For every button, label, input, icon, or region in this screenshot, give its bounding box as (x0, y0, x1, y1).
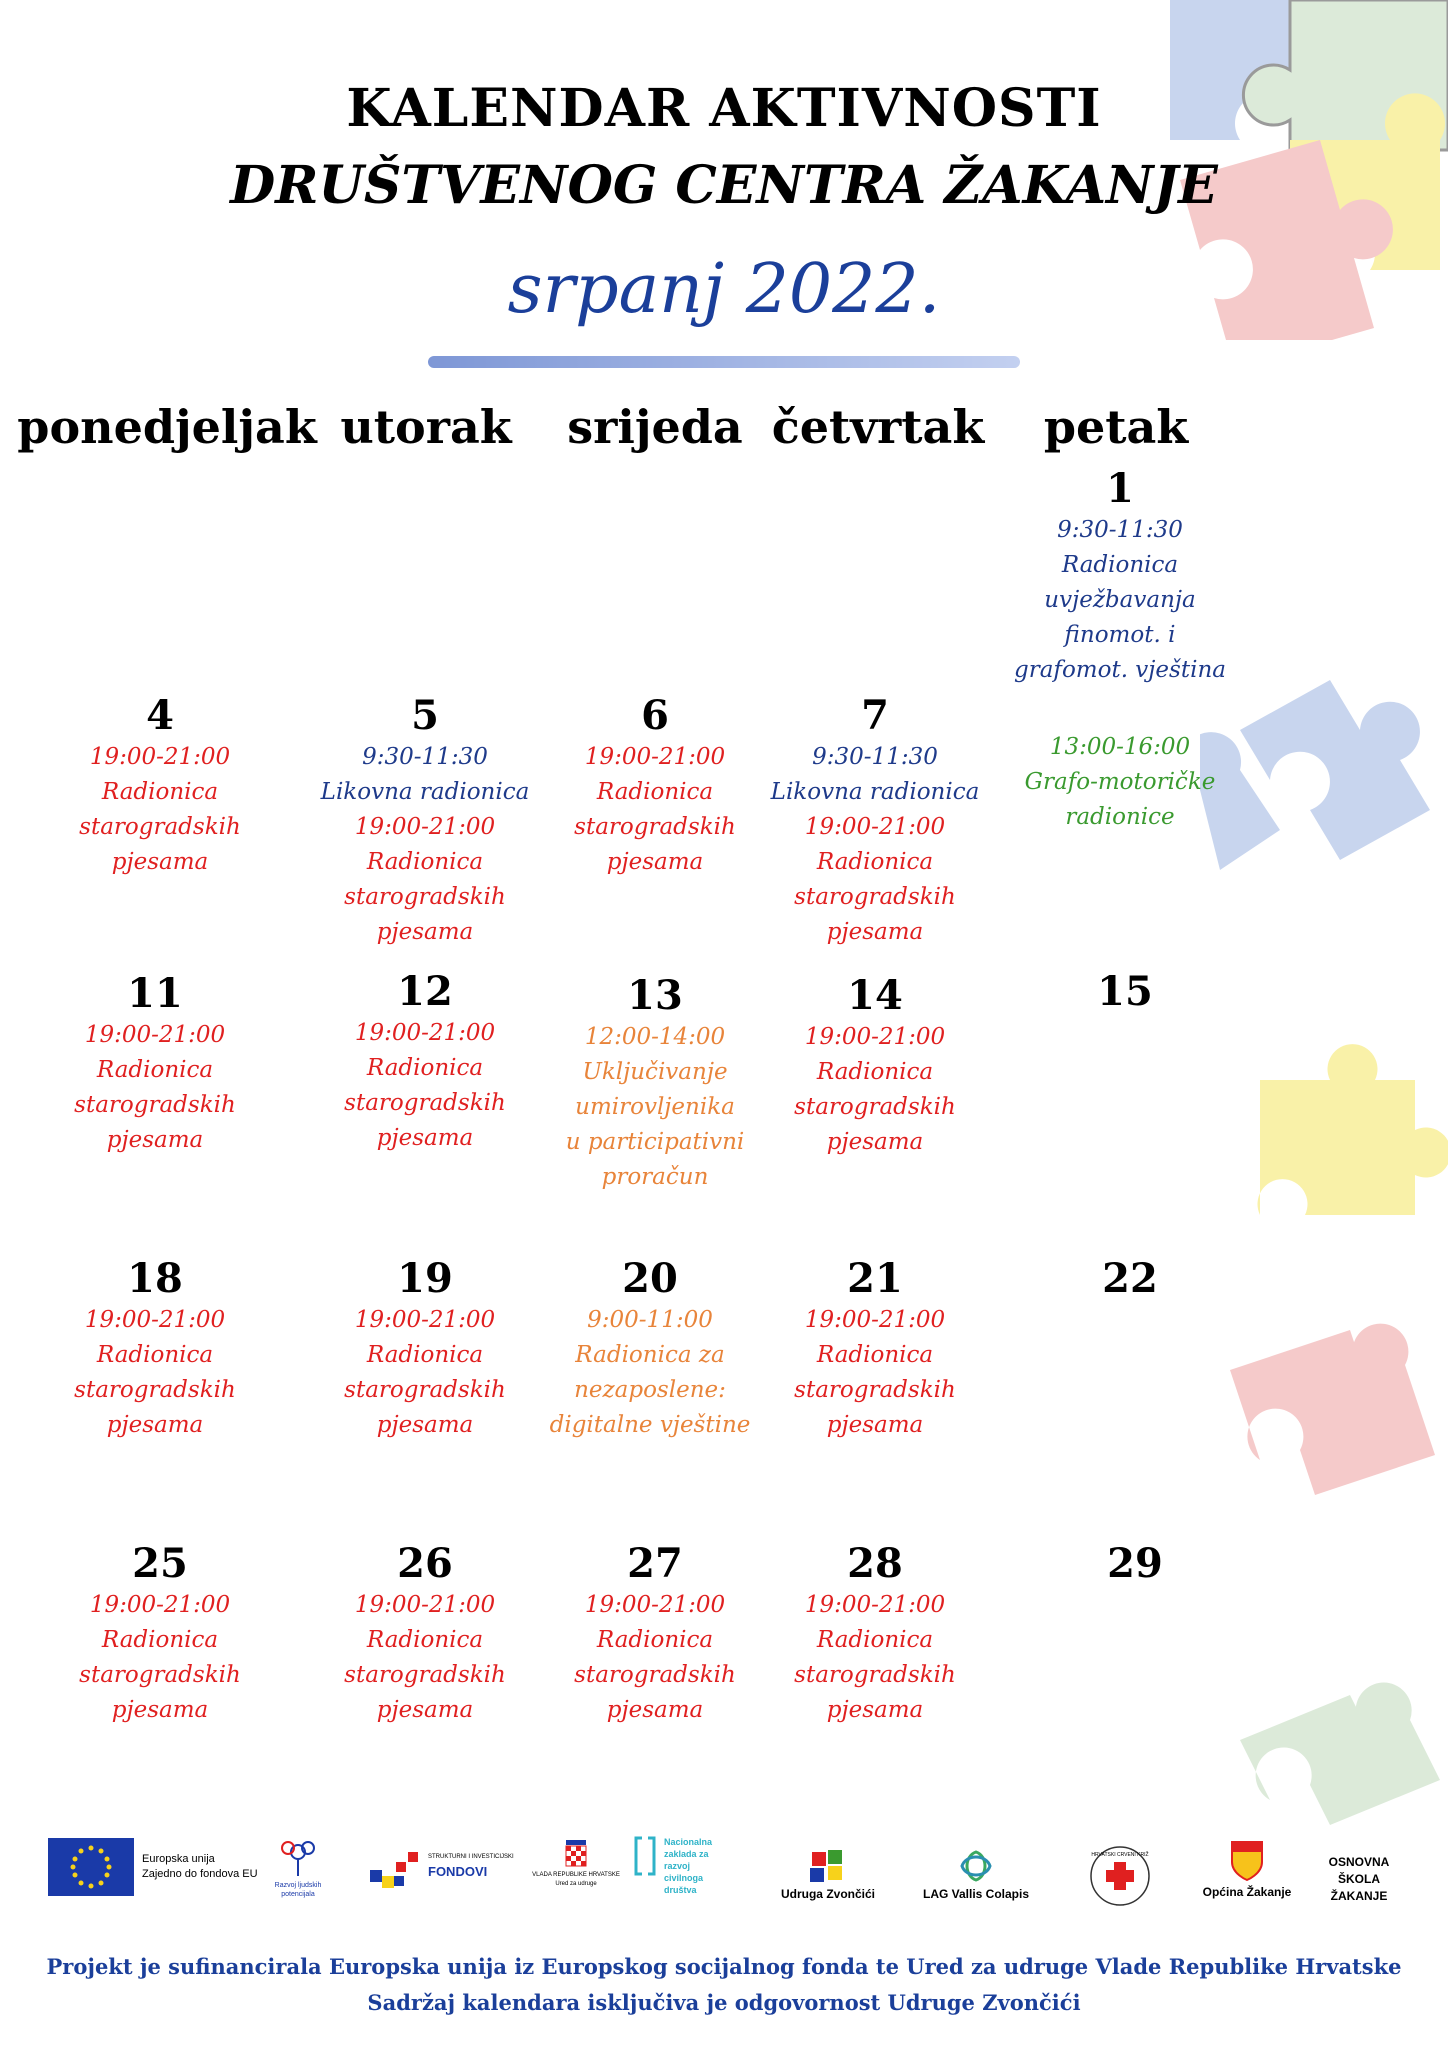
event-text: Grafo-motoričke (1024, 769, 1216, 795)
day-number: 15 (1097, 968, 1153, 1015)
event-time: 19:00-21:00 (89, 744, 231, 770)
event-text: pjesama (606, 849, 704, 875)
event-time: 19:00-21:00 (89, 1592, 231, 1618)
event-time: 19:00-21:00 (84, 1022, 226, 1048)
puzzle-logo-icon (808, 1848, 848, 1884)
event-text: pjesama (826, 1412, 924, 1438)
event-text: 19:00-21:00 (354, 814, 496, 840)
event-text: Likovna radionica (770, 779, 980, 805)
event-time: 19:00-21:00 (354, 1307, 496, 1333)
fondovi-logo (370, 1850, 514, 1893)
nz-text-4: civilnoga (664, 1873, 704, 1883)
day-number: 1 (1106, 465, 1134, 512)
day-number: 28 (847, 1540, 903, 1587)
udruga-zvoncici-logo (768, 1848, 888, 1901)
calendar-day-cell (535, 1540, 775, 1728)
calendar-day-cell (40, 1540, 280, 1728)
footer-disclaimer: Sadržaj kalendara isključiva je odgovornost Udruge Zvončići (367, 1990, 1081, 2015)
calendar-day-cell (755, 1255, 995, 1443)
calendar-day-cell (305, 968, 545, 1156)
lag-text: LAG Vallis Colapis (922, 1887, 1030, 1901)
calendar-day-cell (1010, 1255, 1250, 1303)
event-text: starogradskih (344, 1090, 506, 1116)
event-text: pjesama (106, 1412, 204, 1438)
eu-flag-icon (48, 1838, 134, 1896)
event-time: 9:30-11:30 (1057, 517, 1183, 543)
event-text: Uključivanje (582, 1059, 728, 1085)
event-text: starogradskih (794, 1662, 956, 1688)
nz-text-3: razvoj (664, 1861, 691, 1871)
event-text: proračun (601, 1164, 709, 1190)
calendar-day-cell (1000, 730, 1240, 835)
event-text: starogradskih (79, 814, 241, 840)
event-text: pjesama (826, 919, 924, 945)
event-text: Radionica (366, 1342, 484, 1368)
event-text: Radionica (96, 1057, 214, 1083)
event-text: Radionica (816, 849, 934, 875)
event-text: starogradskih (74, 1092, 236, 1118)
red-cross-icon (1088, 1844, 1152, 1908)
event-time: 19:00-21:00 (804, 1592, 946, 1618)
event-text: Radionica za (575, 1342, 725, 1368)
event-text: nezaposlene: (574, 1377, 726, 1403)
event-text: starogradskih (74, 1377, 236, 1403)
fondovi-small-text: STRUKTURNI I INVESTICIJSKI (428, 1854, 514, 1860)
vlada-logo (516, 1840, 636, 1889)
event-time: 9:00-11:00 (587, 1307, 713, 1333)
event-text: Radionica (96, 1342, 214, 1368)
event-text: Radionica uvježbavanja (1044, 552, 1196, 613)
skola-text-1: OSNOVNA (1328, 1855, 1390, 1869)
event-time: 19:00-21:00 (584, 744, 726, 770)
event-text: pjesama (106, 1127, 204, 1153)
event-text: pjesama (111, 849, 209, 875)
title-divider (428, 356, 1020, 368)
nz-text-5: društva (664, 1885, 697, 1895)
event-text: starogradskih (574, 814, 736, 840)
croatian-coat-of-arms-icon (565, 1840, 587, 1868)
day-number: 5 (411, 692, 439, 739)
event-time: 9:30-11:30 (812, 744, 938, 770)
day-number: 4 (146, 692, 174, 739)
fondovi-squares-icon (370, 1850, 426, 1890)
vlada-subtext: Ured za udruge (555, 1881, 597, 1887)
day-number: 27 (627, 1540, 683, 1587)
day-number: 25 (132, 1540, 188, 1587)
day-number: 7 (861, 692, 889, 739)
footer-funding-note: Projekt je sufinancirala Europska unija iz Europskog socijalnog fonda te Ured za udruge Vlade Republike Hrvatske (46, 1954, 1402, 1979)
puzzle-decoration-pink (1210, 1310, 1448, 1530)
page-subtitle: DRUŠTVENOG CENTRA ŽAKANJE (230, 155, 1218, 216)
calendar-day-cell (35, 970, 275, 1158)
day-number: 19 (397, 1255, 453, 1302)
calendar-day-cell (755, 692, 995, 950)
event-text: starogradskih (79, 1662, 241, 1688)
event-text: Radionica (101, 1627, 219, 1653)
calendar-day-cell (1000, 465, 1240, 688)
event-time: 19:00-21:00 (804, 1024, 946, 1050)
ljudski-potencijali-logo (268, 1838, 328, 1899)
event-time: 19:00-21:00 (584, 1592, 726, 1618)
fondovi-text: FONDOVI (428, 1864, 488, 1879)
skola-text-3: ŽAKANJE (1330, 1889, 1388, 1903)
nacionalna-zaklada-logo (634, 1836, 713, 1895)
event-time: 13:00-16:00 (1049, 734, 1191, 760)
calendar-day-cell (1005, 968, 1245, 1016)
day-number: 18 (127, 1255, 183, 1302)
weekday-wednesday: srijeda (567, 400, 743, 454)
lag-star-icon (956, 1848, 996, 1884)
event-text: pjesama (606, 1697, 704, 1723)
crveni-kriz-text: HRVATSKI CRVENI KRIŽ (1091, 1852, 1149, 1858)
event-text: pjesama (376, 1412, 474, 1438)
weekday-friday: petak (1043, 400, 1189, 454)
eu-logo (48, 1838, 258, 1896)
nz-text-1: Nacionalna (664, 1837, 713, 1847)
event-text: Radionica (596, 779, 714, 805)
puzzle-decoration-yellow (1230, 1040, 1448, 1220)
event-text: starogradskih (794, 884, 956, 910)
day-number: 21 (847, 1255, 903, 1302)
event-text: Likovna radionica (320, 779, 530, 805)
day-number: 11 (127, 970, 183, 1017)
weekday-tuesday: utorak (340, 400, 512, 454)
event-text: pjesama (111, 1697, 209, 1723)
weekday-thursday: četvrtak (771, 400, 985, 454)
event-time: 19:00-21:00 (354, 1020, 496, 1046)
calendar-day-cell (535, 972, 775, 1195)
event-time: 9:30-11:30 (362, 744, 488, 770)
event-time: 19:00-21:00 (354, 1592, 496, 1618)
month-label: srpanj 2022. (507, 250, 941, 329)
event-text: Radionica (816, 1342, 934, 1368)
event-text: pjesama (826, 1697, 924, 1723)
udruga-zvoncici-text: Udruga Zvončići (780, 1887, 875, 1901)
weekday-monday: ponedjeljak (17, 400, 317, 454)
event-text: starogradskih (344, 884, 506, 910)
calendar-day-cell (305, 1540, 545, 1728)
calendar-day-cell (530, 1255, 770, 1443)
event-text: Radionica (101, 779, 219, 805)
opcina-zakanje-logo (1192, 1840, 1302, 1899)
event-text: Radionica (366, 1055, 484, 1081)
event-text: starogradskih (344, 1662, 506, 1688)
event-text: grafomot. vještina (1014, 657, 1226, 683)
partner-logos (40, 1832, 1410, 1942)
event-text: radionice (1065, 804, 1175, 830)
calendar-day-cell (755, 1540, 995, 1728)
event-text: pjesama (376, 919, 474, 945)
calendar-day-cell (305, 1255, 545, 1443)
event-text: 19:00-21:00 (804, 814, 946, 840)
event-text: pjesama (376, 1697, 474, 1723)
event-text: starogradskih (794, 1377, 956, 1403)
event-text: Radionica (816, 1059, 934, 1085)
event-text: Radionica (366, 1627, 484, 1653)
day-number: 12 (397, 968, 453, 1015)
event-text: pjesama (376, 1125, 474, 1151)
event-text: Radionica (596, 1627, 714, 1653)
day-number: 6 (641, 692, 669, 739)
event-text: u participativni (565, 1129, 745, 1155)
event-text: Radionica (816, 1627, 934, 1653)
page-title: KALENDAR AKTIVNOSTI (346, 78, 1102, 139)
ljudski-potencijali-text: Razvoj ljudskih potencijala (274, 1882, 322, 1898)
crveni-kriz-logo (1088, 1844, 1152, 1911)
day-number: 14 (847, 972, 903, 1019)
shield-icon (1230, 1840, 1264, 1882)
vlada-text: VLADA REPUBLIKE HRVATSKE (532, 1872, 620, 1878)
event-text: digitalne vještine (549, 1412, 751, 1438)
opcina-zakanje-text: Općina Žakanje (1202, 1885, 1292, 1899)
event-time: 12:00-14:00 (584, 1024, 726, 1050)
calendar-day-cell (40, 692, 280, 880)
calendar-day-cell (305, 692, 545, 950)
day-number: 20 (622, 1255, 678, 1302)
event-time: 19:00-21:00 (84, 1307, 226, 1333)
skola-text-2: ŠKOLA (1338, 1872, 1380, 1886)
calendar-day-cell (535, 692, 775, 880)
event-text: starogradskih (574, 1662, 736, 1688)
day-number: 13 (627, 972, 683, 1019)
calendar-day-cell (1015, 1540, 1255, 1588)
calendar-day-cell (35, 1255, 275, 1443)
eu-logo-text: Europska unija (142, 1853, 215, 1865)
event-text: umirovljenika (575, 1094, 735, 1120)
osnovna-skola-logo (1314, 1854, 1404, 1905)
flower-icon (274, 1838, 322, 1878)
lag-logo (916, 1848, 1036, 1901)
event-text: starogradskih (794, 1094, 956, 1120)
day-number: 29 (1107, 1540, 1163, 1587)
event-text: pjesama (826, 1129, 924, 1155)
puzzle-decoration-green (1220, 1680, 1448, 1830)
event-text: finomot. i (1064, 622, 1176, 648)
day-number: 22 (1102, 1255, 1158, 1302)
event-text: Radionica (366, 849, 484, 875)
event-text: starogradskih (344, 1377, 506, 1403)
calendar-day-cell (755, 972, 995, 1160)
nz-text-2: zaklada za (664, 1849, 709, 1859)
day-number: 26 (397, 1540, 453, 1587)
event-time: 19:00-21:00 (804, 1307, 946, 1333)
bracket-icon (634, 1836, 656, 1876)
eu-logo-subtext: Zajedno do fondova EU (142, 1868, 258, 1880)
